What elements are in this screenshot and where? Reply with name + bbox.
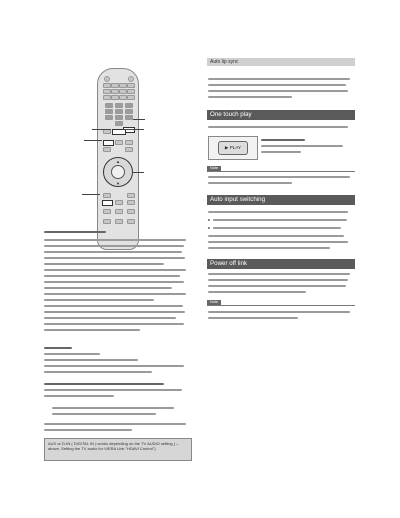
callout-leader [133, 119, 145, 120]
remote-button [115, 200, 123, 205]
callout-leader [82, 194, 100, 195]
remote-button [125, 147, 133, 152]
note-label: Note [207, 166, 221, 171]
callout-leader [92, 129, 111, 130]
note-label: Note [207, 300, 221, 305]
aux-din-note-box: AUX or D-IN ( DIGITAL IN ) works depending on the TV AUDIO setting (↔ above, Setting the TV audio for VIERA Link "HDAVI Control"). [44, 438, 192, 461]
note-rule [207, 171, 355, 172]
remote-button [115, 219, 123, 224]
number-button [115, 121, 123, 126]
remote-button [103, 209, 111, 214]
section-title-one-touch-play: One touch play [207, 110, 355, 120]
arrow-up-icon: ▲ [116, 159, 120, 164]
number-button [105, 109, 113, 114]
section-title-auto-input-switching: Auto input switching [207, 195, 355, 205]
number-button [115, 115, 123, 120]
remote-button [111, 83, 119, 88]
number-button [125, 109, 133, 114]
power-button-icon [104, 76, 110, 82]
callout-leader [124, 129, 144, 130]
number-button [125, 115, 133, 120]
number-button [105, 115, 113, 120]
remote-button [115, 209, 123, 214]
remote-button [119, 83, 127, 88]
remote-button [127, 89, 135, 94]
remote-button [103, 147, 111, 152]
highlighted-button-bottom-left [102, 200, 113, 206]
section-title-auto-lip-sync: Auto lip sync [207, 58, 355, 66]
remote-control-illustration [97, 68, 139, 250]
remote-button [119, 95, 127, 100]
callout-leader [132, 172, 144, 173]
play-button-icon: ▶ PLAY [218, 141, 248, 155]
section-title-power-off-link: Power off link [207, 259, 355, 269]
remote-button [103, 83, 111, 88]
number-button [125, 103, 133, 108]
remote-button [111, 89, 119, 94]
remote-button [127, 200, 135, 205]
number-button [115, 103, 123, 108]
tv-power-button-icon [128, 76, 134, 82]
note-rule [207, 305, 355, 306]
remote-button [127, 209, 135, 214]
number-button [115, 109, 123, 114]
arrow-down-icon: ▼ [116, 181, 120, 186]
remote-button [119, 89, 127, 94]
remote-button [125, 140, 133, 145]
remote-button [127, 219, 135, 224]
callout-leader [84, 140, 102, 141]
number-button [105, 103, 113, 108]
remote-button [127, 83, 135, 88]
remote-button [127, 95, 135, 100]
highlighted-button-mid [112, 129, 126, 135]
remote-button [103, 89, 111, 94]
remote-button [103, 193, 111, 198]
highlighted-button-left [103, 140, 114, 146]
dpad-center-icon [111, 165, 125, 179]
remote-button [111, 95, 119, 100]
remote-button [103, 95, 111, 100]
remote-button [127, 193, 135, 198]
remote-button [103, 219, 111, 224]
remote-button [103, 129, 111, 134]
remote-button [115, 140, 123, 145]
